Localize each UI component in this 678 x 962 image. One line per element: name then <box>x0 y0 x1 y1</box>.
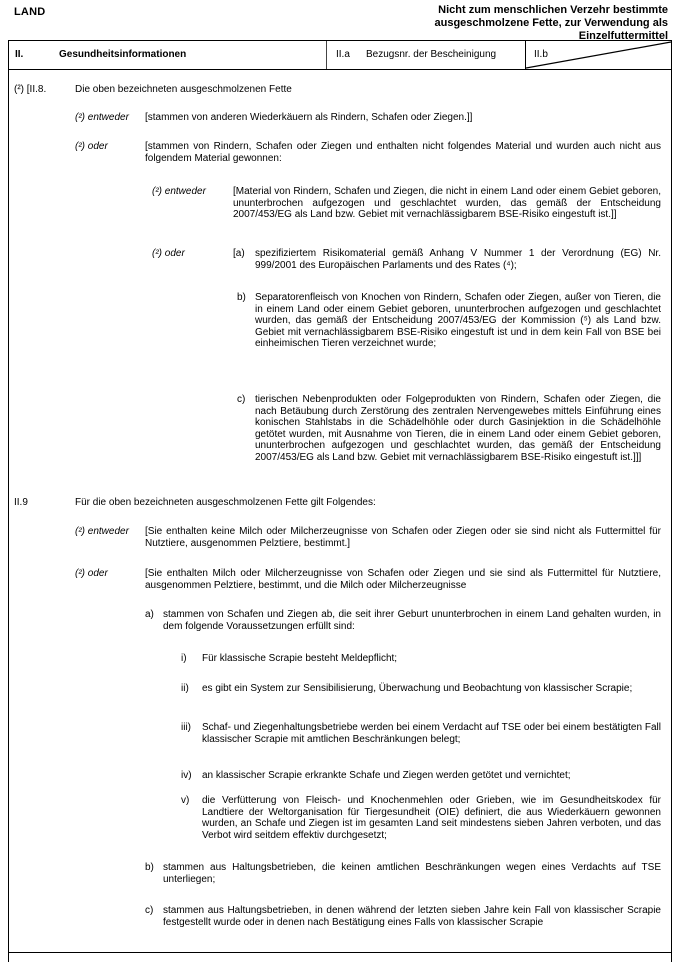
item-marker: iii) <box>181 722 191 733</box>
certificate-row <box>0 292 678 350</box>
document-title-line-1: Nicht zum menschlichen Verzehr bestimmte <box>438 4 668 16</box>
certificate-row <box>0 84 678 96</box>
choice-label: (²) oder <box>152 248 185 259</box>
certificate-row <box>0 112 678 124</box>
certificate-row <box>0 653 678 665</box>
certificate-row <box>0 526 678 549</box>
item-marker: c) <box>145 905 154 916</box>
row-text: stammen aus Haltungsbetrieben, in denen während der letzten sieben Jahre kein Fall von klassischer Scrapie festgestellt wurde oder in denen nach Bestätigung eines Falls von klassischer Scrapie <box>163 905 661 928</box>
item-marker: v) <box>181 795 190 806</box>
row-text: stammen aus Haltungsbetrieben, die keinen amtlichen Beschränkungen wegen eines Verdachts auf TSE unterliegen; <box>163 862 661 885</box>
section-number: II. <box>15 49 24 60</box>
item-marker: b) <box>145 862 154 873</box>
row-text: Die oben bezeichneten ausgeschmolzenen Fette <box>75 84 292 95</box>
ref-cell-number: II.a <box>336 49 350 60</box>
row-text: [Sie enthalten keine Milch oder Milcherzeugnisse von Schafen oder Ziegen oder sie sind nicht als Futtermittel für Nutztiere, ausgenommen Pelztiere, bestimmt.] <box>145 526 661 549</box>
item-marker: [a) <box>233 248 245 259</box>
country-label: LAND <box>14 6 46 18</box>
certificate-row <box>0 186 678 221</box>
row-text: [Material von Rindern, Schafen und Ziegen, die nicht in einem Land oder einem Gebiet geboren, ununterbrochen aufgezogen und geschlachtet wurden, das gemäß der Entscheidung 2007/453/EG als Land bzw. Gebiet mit vernachlässigbarem BSE-Risiko eingestuft ist.]] <box>233 186 661 220</box>
iib-number: II.b <box>534 49 548 60</box>
certificate-row <box>0 248 678 271</box>
row-text: [Sie enthalten Milch oder Milcherzeugnisse von Schafen oder Ziegen und sie sind als Futtermittel für Nutztiere, ausgenommen Pelztiere, bestimmt, und die Milch oder Milcherzeugnisse <box>145 568 661 591</box>
item-marker: ii) <box>181 683 189 694</box>
row-text: [stammen von Rindern, Schafen oder Ziegen und enthalten nicht folgendes Material und wurden auch nicht aus folgendem Material gewonnen: <box>145 141 661 164</box>
certificate-row <box>0 770 678 782</box>
item-marker: i) <box>181 653 187 664</box>
row-text: [stammen von anderen Wiederkäuern als Rindern, Schafen oder Ziegen.]] <box>145 112 473 123</box>
row-text: tierischen Nebenprodukten oder Folgeprodukten von Rindern, Schafen oder Ziegen, die nach Betäubung durch Zerstörung des zentralen Nervengewebes mittels Einführung eines konischen Stahlstabs in die Schädelhöhle oder durch Gasinjektion in die Schädelhöhle getötet wurden, mit Ausnahme von Tieren, die in einem Land oder einem Gebiet geboren, ununterbrochen aufgezogen und geschlachtet wurden, das gemäß der Entscheidung 2007/453/EG als Land bzw. Gebiet mit vernachlässigbarem BSE-Risiko eingestuft ist.]]] <box>255 394 661 463</box>
certificate-row <box>0 609 678 632</box>
row-text: an klassischer Scrapie erkrankte Schafe und Ziegen werden getötet und vernichtet; <box>202 770 571 781</box>
choice-label: (²) oder <box>75 141 108 152</box>
section-title: Gesundheitsinformationen <box>59 49 187 60</box>
certificate-row <box>0 795 678 841</box>
row-number: (²) [II.8. <box>14 84 47 95</box>
row-text: stammen von Schafen und Ziegen ab, die seit ihrer Geburt ununterbrochen in einem Land gehalten wurden, in dem folgende Voraussetzungen erfüllt sind: <box>163 609 661 632</box>
choice-label: (²) entweder <box>75 112 129 123</box>
certificate-row <box>0 141 678 164</box>
choice-label: (²) entweder <box>152 186 206 197</box>
row-text: Separatorenfleisch von Knochen von Rindern, Schafen oder Ziegen, außer von Tieren, die in einem Land oder einem Gebiet geboren, ununterbrochen aufgezogen und geschlachtet wurden, das gemäß der Entscheidung 2007/453/EG der Kommission (⁵) als Land bzw. Gebiet mit vernachlässigbarem BSE-Risiko eingestuft ist und in dem kein Fall von BSE bei einheimischen Tieren verzeichnet wurde; <box>255 292 661 349</box>
row-text: spezifiziertem Risikomaterial gemäß Anhang V Nummer 1 der Verordnung (EG) Nr. 999/2001 des Europäischen Parlaments und des Rates (⁴); <box>255 248 661 271</box>
item-marker: iv) <box>181 770 192 781</box>
certificate-row <box>0 394 678 463</box>
choice-label: (²) entweder <box>75 526 129 537</box>
row-text: es gibt ein System zur Sensibilisierung, Überwachung und Beobachtung von klassischer Scrapie; <box>202 683 633 694</box>
certificate-row <box>0 497 678 509</box>
certificate-row <box>0 862 678 885</box>
certificate-row <box>0 905 678 928</box>
row-text: Für klassische Scrapie besteht Meldepflicht; <box>202 653 398 664</box>
document-title-line-2: ausgeschmolzene Fette, zur Verwendung als <box>434 17 668 29</box>
certificate-row <box>0 683 678 695</box>
row-text: die Verfütterung von Fleisch- und Knochenmehlen oder Grieben, wie im Gesundheitskodex für Landtiere der Weltorganisation für Tiergesundheit (OIE) definiert, die aus Wiederkäuern gewonnen wurden, an Schafe und Ziegen ist im gesamten Land seit mindestens sieben Jahren verboten, und das Verbot wird seitdem effektiv durchgesetzt; <box>202 795 661 841</box>
row-text: Schaf- und Ziegenhaltungsbetriebe werden bei einem Verdacht auf TSE oder bei einem bestätigten Fall klassischer Scrapie mit amtlichen Beschränkungen belegt; <box>202 722 661 745</box>
certificate-row <box>0 722 678 745</box>
item-marker: c) <box>237 394 246 405</box>
item-marker: a) <box>145 609 154 620</box>
row-text: Für die oben bezeichneten ausgeschmolzenen Fette gilt Folgendes: <box>75 497 376 508</box>
row-number: II.9 <box>14 497 28 508</box>
item-marker: b) <box>237 292 246 303</box>
choice-label: (²) oder <box>75 568 108 579</box>
ref-cell-title: Bezugsnr. der Bescheinigung <box>366 49 497 60</box>
certificate-row <box>0 568 678 591</box>
document-title-line-3: Einzelfuttermittel <box>578 30 668 42</box>
